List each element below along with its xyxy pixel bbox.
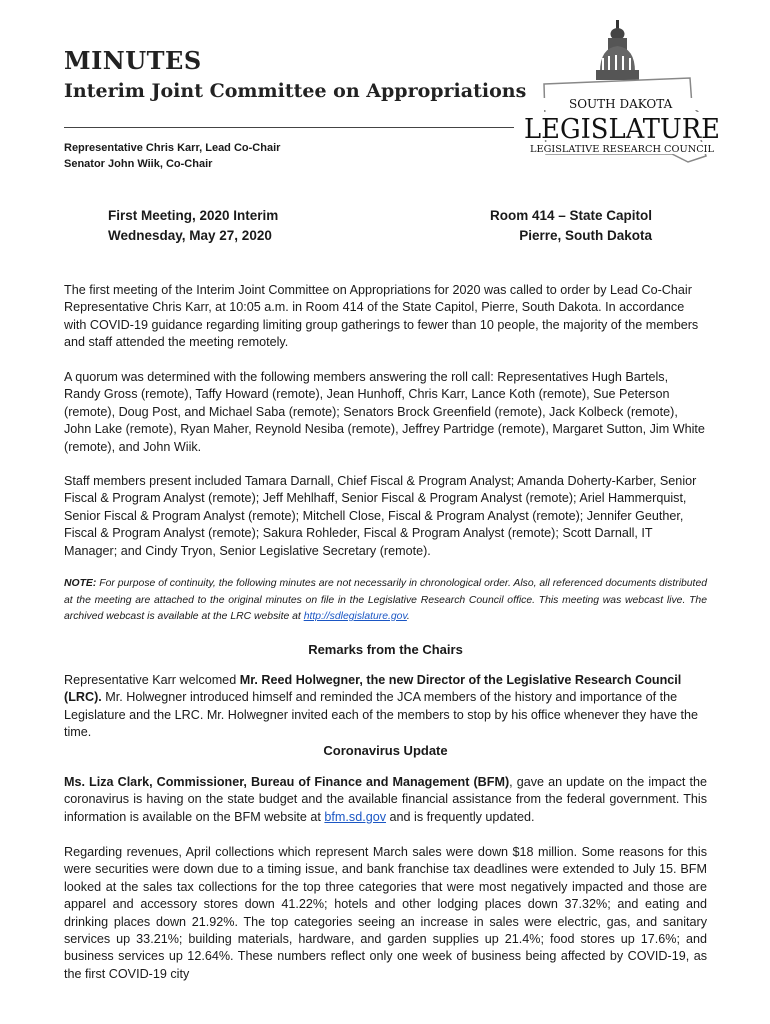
revenues-paragraph: Regarding revenues, April collections which represent March sales were down $18 million. Some reasons for this were securities were down due to a timing issue, and bank franchise tax deadlines were extended to July 15. BFM looked at the sales tax collections for the top three categories that were most negatively impacted and those are apparel and accessory stores down 41.22%; hotels and other lodging places down 37.32%; and eating and drinking places down 21.92%. The top categories seeing an increase in sales were electric, gas, and sanitary services up 33.21%; building materials, hardware, and garden supplies up 21.4%; food stores up 17.6%; and business services up 12.64%. These numbers reflect only one week of business being affected by COVID-19, as the first COVID-19 city [64,845,707,981]
logo-line-state: SOUTH DAKOTA [569,97,673,111]
document-title: MINUTES [64,46,202,75]
quorum-paragraph: A quorum was determined with the following members answering the roll call: Representatives Hugh Bartels, Randy Gross (remote), Taffy Howard (remote), Jean Hunhoff, Chris Karr, Lance Koth (remote), Sue Peterson (remote), Doug Post, and Michael Saba (remote); Senators Brock Greenfield (remote), Jack Kolbeck (remote), John Lake (remote), Ryan Maher, Reynold Nesiba (remote), Jeffrey Partridge (remote), Margaret Sutton, Jim White (remote), and John Wiik. [64,370,705,454]
meeting-room: Room 414 – State Capitol [489,208,652,223]
sd-legislature-logo [522,18,722,178]
logo-line-legislature: LEGISLATURE [524,114,720,145]
lrc-website-link[interactable]: http://sdlegislature.gov [303,611,407,622]
meeting-city: Pierre, South Dakota [519,228,652,243]
coronavirus-heading: Coronavirus Update [323,743,448,758]
chairs-block [64,140,280,172]
meeting-date: Wednesday, May 27, 2020 [108,228,272,243]
coronavirus-end: and is frequently updated. [386,809,535,824]
intro-paragraph: The first meeting of the Interim Joint Committee on Appropriations for 2020 was called to order by Lead Co-Chair Representative Chris Karr, at 10:05 a.m. in Room 414 of the State Capitol, Pierre, South Dakota. In accordance with COVID-19 guidance regarding limiting group gatherings to fewer than 10 people, the majority of the members and staff attended the meeting remotely. [64,283,699,350]
remarks-body: Mr. Holwegner introduced himself and reminded the JCA members of the history and importance of the Legislature and the LRC. Mr. Holwegner invited each of the members to stop by his office whenever they have the time. [64,690,699,740]
header-rule [64,127,514,128]
remarks-highlight: Mr. Reed Holwegner, the new Director of the Legislative Research Council (LRC). [64,673,682,705]
logo-line-lrc: LEGISLATIVE RESEARCH COUNCIL [530,144,715,155]
meeting-info [108,206,278,246]
committee-name: Interim Joint Committee on Appropriations [64,80,527,102]
coronavirus-text: , gave an update on the impact the coronavirus is having on the state budget and the available financial assistance from the federal government. This information is available on the BFM website at [64,775,707,824]
speaker-name: Ms. Liza Clark, Commissioner, Bureau of Finance and Management (BFM) [64,775,510,789]
bfm-website-link[interactable]: bfm.sd.gov [324,809,387,824]
staff-paragraph: Staff members present included Tamara Darnall, Chief Fiscal & Program Analyst; Amanda Doherty-Karber, Senior Fiscal & Program Analyst (remote); Jeff Mehlhaff, Senior Fiscal & Program Analyst (remote); Ariel Hammerquist, Senior Fiscal & Program Analyst (remote); Mitchell Close, Fiscal & Program Analyst (remote); Jennifer Geuther, Fiscal & Program Analyst (remote); Sakura Rohleder, Fiscal & Program Analyst (remote); Scott Darnall, IT Manager; and Cindy Tryon, Senior Legislative Secretary (remote). [64,474,697,558]
remarks-paragraph [64,672,707,742]
note-label: NOTE: [64,578,97,589]
remarks-heading: Remarks from the Chairs [308,642,463,657]
coronavirus-paragraph [64,774,707,826]
meeting-number: First Meeting, 2020 Interim [108,208,279,223]
note-end: . [406,611,410,622]
capitol-dome-icon [596,20,639,80]
meeting-location [490,206,652,246]
co-chair: Senator John Wiik, Co-Chair [64,158,213,170]
remarks-lead: Representative Karr welcomed [64,673,240,687]
note-paragraph [64,576,707,626]
note-text: For purpose of continuity, the following minutes are not necessarily in chronological order. Also, all referenced documents distributed at the meeting are attached to the original minutes on file in the Legislative Research Council office. This meeting was webcast live. The archived webcast is available at the LRC website at [64,578,707,622]
lead-co-chair: Representative Chris Karr, Lead Co-Chair [64,142,281,154]
